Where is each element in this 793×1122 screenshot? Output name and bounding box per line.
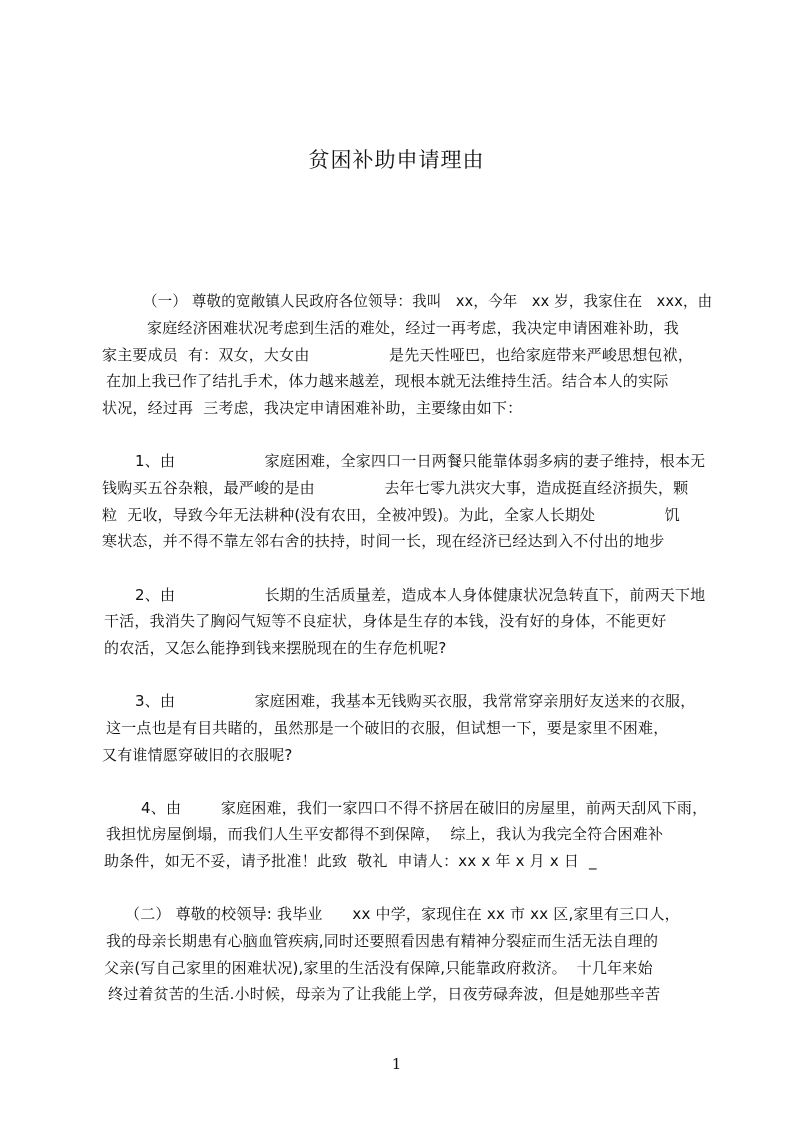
paragraph-6-line-1: （二） 尊敬的校领导: 我毕业 xx 中学，家现住在 xx 市 xx 区,家里有三口人， [125, 905, 680, 923]
paragraph-6-line-4: 终过着贫苦的生活.小时候，母亲为了让我能上学，日夜劳碌奔波，但是她那些辛苦 [108, 985, 661, 1003]
paragraph-1-line-4: 在加上我已作了结扎手术，体力越来越差，现根本就无法维持生活。结合本人的实际 [106, 372, 669, 390]
paragraph-3-line-2: 干活，我消失了胸闷气短等不良症状，身体是生存的本钱，没有好的身体，不能更好 [104, 612, 667, 630]
paragraph-2-line-3: 粒 无收，导致今年无法耕种(没有农田，全被冲毁)。为此，全家人长期处 饥 [102, 506, 680, 524]
paragraph-3-line-1: 2、由 长期的生活质量差，造成本人身体健康状况急转直下，前两天下地 [135, 586, 706, 604]
paragraph-2-line-2: 钱购买五谷杂粮，最严峻的是由 去年七零九洪灾大事，造成挺直经济损失，颗 [102, 479, 689, 497]
paragraph-3-line-3: 的农活，又怎么能挣到钱来摆脱现在的生存危机呢? [104, 639, 447, 657]
paragraph-4-line-2: 这一点也是有目共睹的，虽然那是一个破旧的衣服，但试想一下，要是家里不困难， [106, 719, 669, 737]
paragraph-6-line-3: 父亲(写自己家里的困难状况),家里的生活没有保障,只能靠政府救济。 十几年来始 [104, 959, 653, 977]
paragraph-6-line-2: 我的母亲长期患有心脑血管疾病,同时还要照看因患有精神分裂症而生活无法自理的 [106, 932, 659, 950]
paragraph-5-line-3: 助条件，如无不妥，请予批准！此致 敬礼 申请人：xx x 年 x 月 x 日 _ [104, 852, 597, 870]
paragraph-2-line-4: 寒状态，并不得不靠左邻右舍的扶持，时间一长，现在经济已经达到入不付出的地步 [102, 532, 665, 550]
paragraph-5-line-2: 我担忧房屋倒塌，而我们人生平安都得不到保障， 综上，我认为我完全符合困难补 [106, 825, 664, 843]
paragraph-4-line-1: 3、由 家庭困难，我基本无钱购买衣服，我常常穿亲朋好友送来的衣服， [135, 692, 696, 710]
paragraph-5-line-1: 4、由 家庭困难，我们一家四口不得不挤居在破旧的房屋里，前两天刮风下雨， [141, 799, 708, 817]
paragraph-1-line-2: 家庭经济困难状况考虑到生活的难处，经过一再考虑，我决定申请困难补助，我 [147, 319, 680, 337]
paragraph-1-line-3: 家主要成员 有：双女，大女由 是先天性哑巴，也给家庭带来严峻思想包袱， [102, 346, 694, 364]
page-number: 1 [391, 1055, 402, 1073]
document-title: 贫困补助申请理由 [308, 148, 485, 172]
paragraph-1-line-1: （一） 尊敬的宽敞镇人民政府各位领导：我叫 xx，今年 xx 岁，我家住在 xxx，由 [143, 292, 713, 310]
paragraph-4-line-3: 又有谁情愿穿破旧的衣服呢? [102, 746, 293, 764]
paragraph-1-line-5: 状况，经过再 三考虑，我决定申请困难补助，主要缘由如下： [102, 399, 523, 417]
paragraph-2-line-1: 1、由 家庭困难，全家四口一日两餐只能靠体弱多病的妻子维持，根本无 [135, 452, 706, 470]
